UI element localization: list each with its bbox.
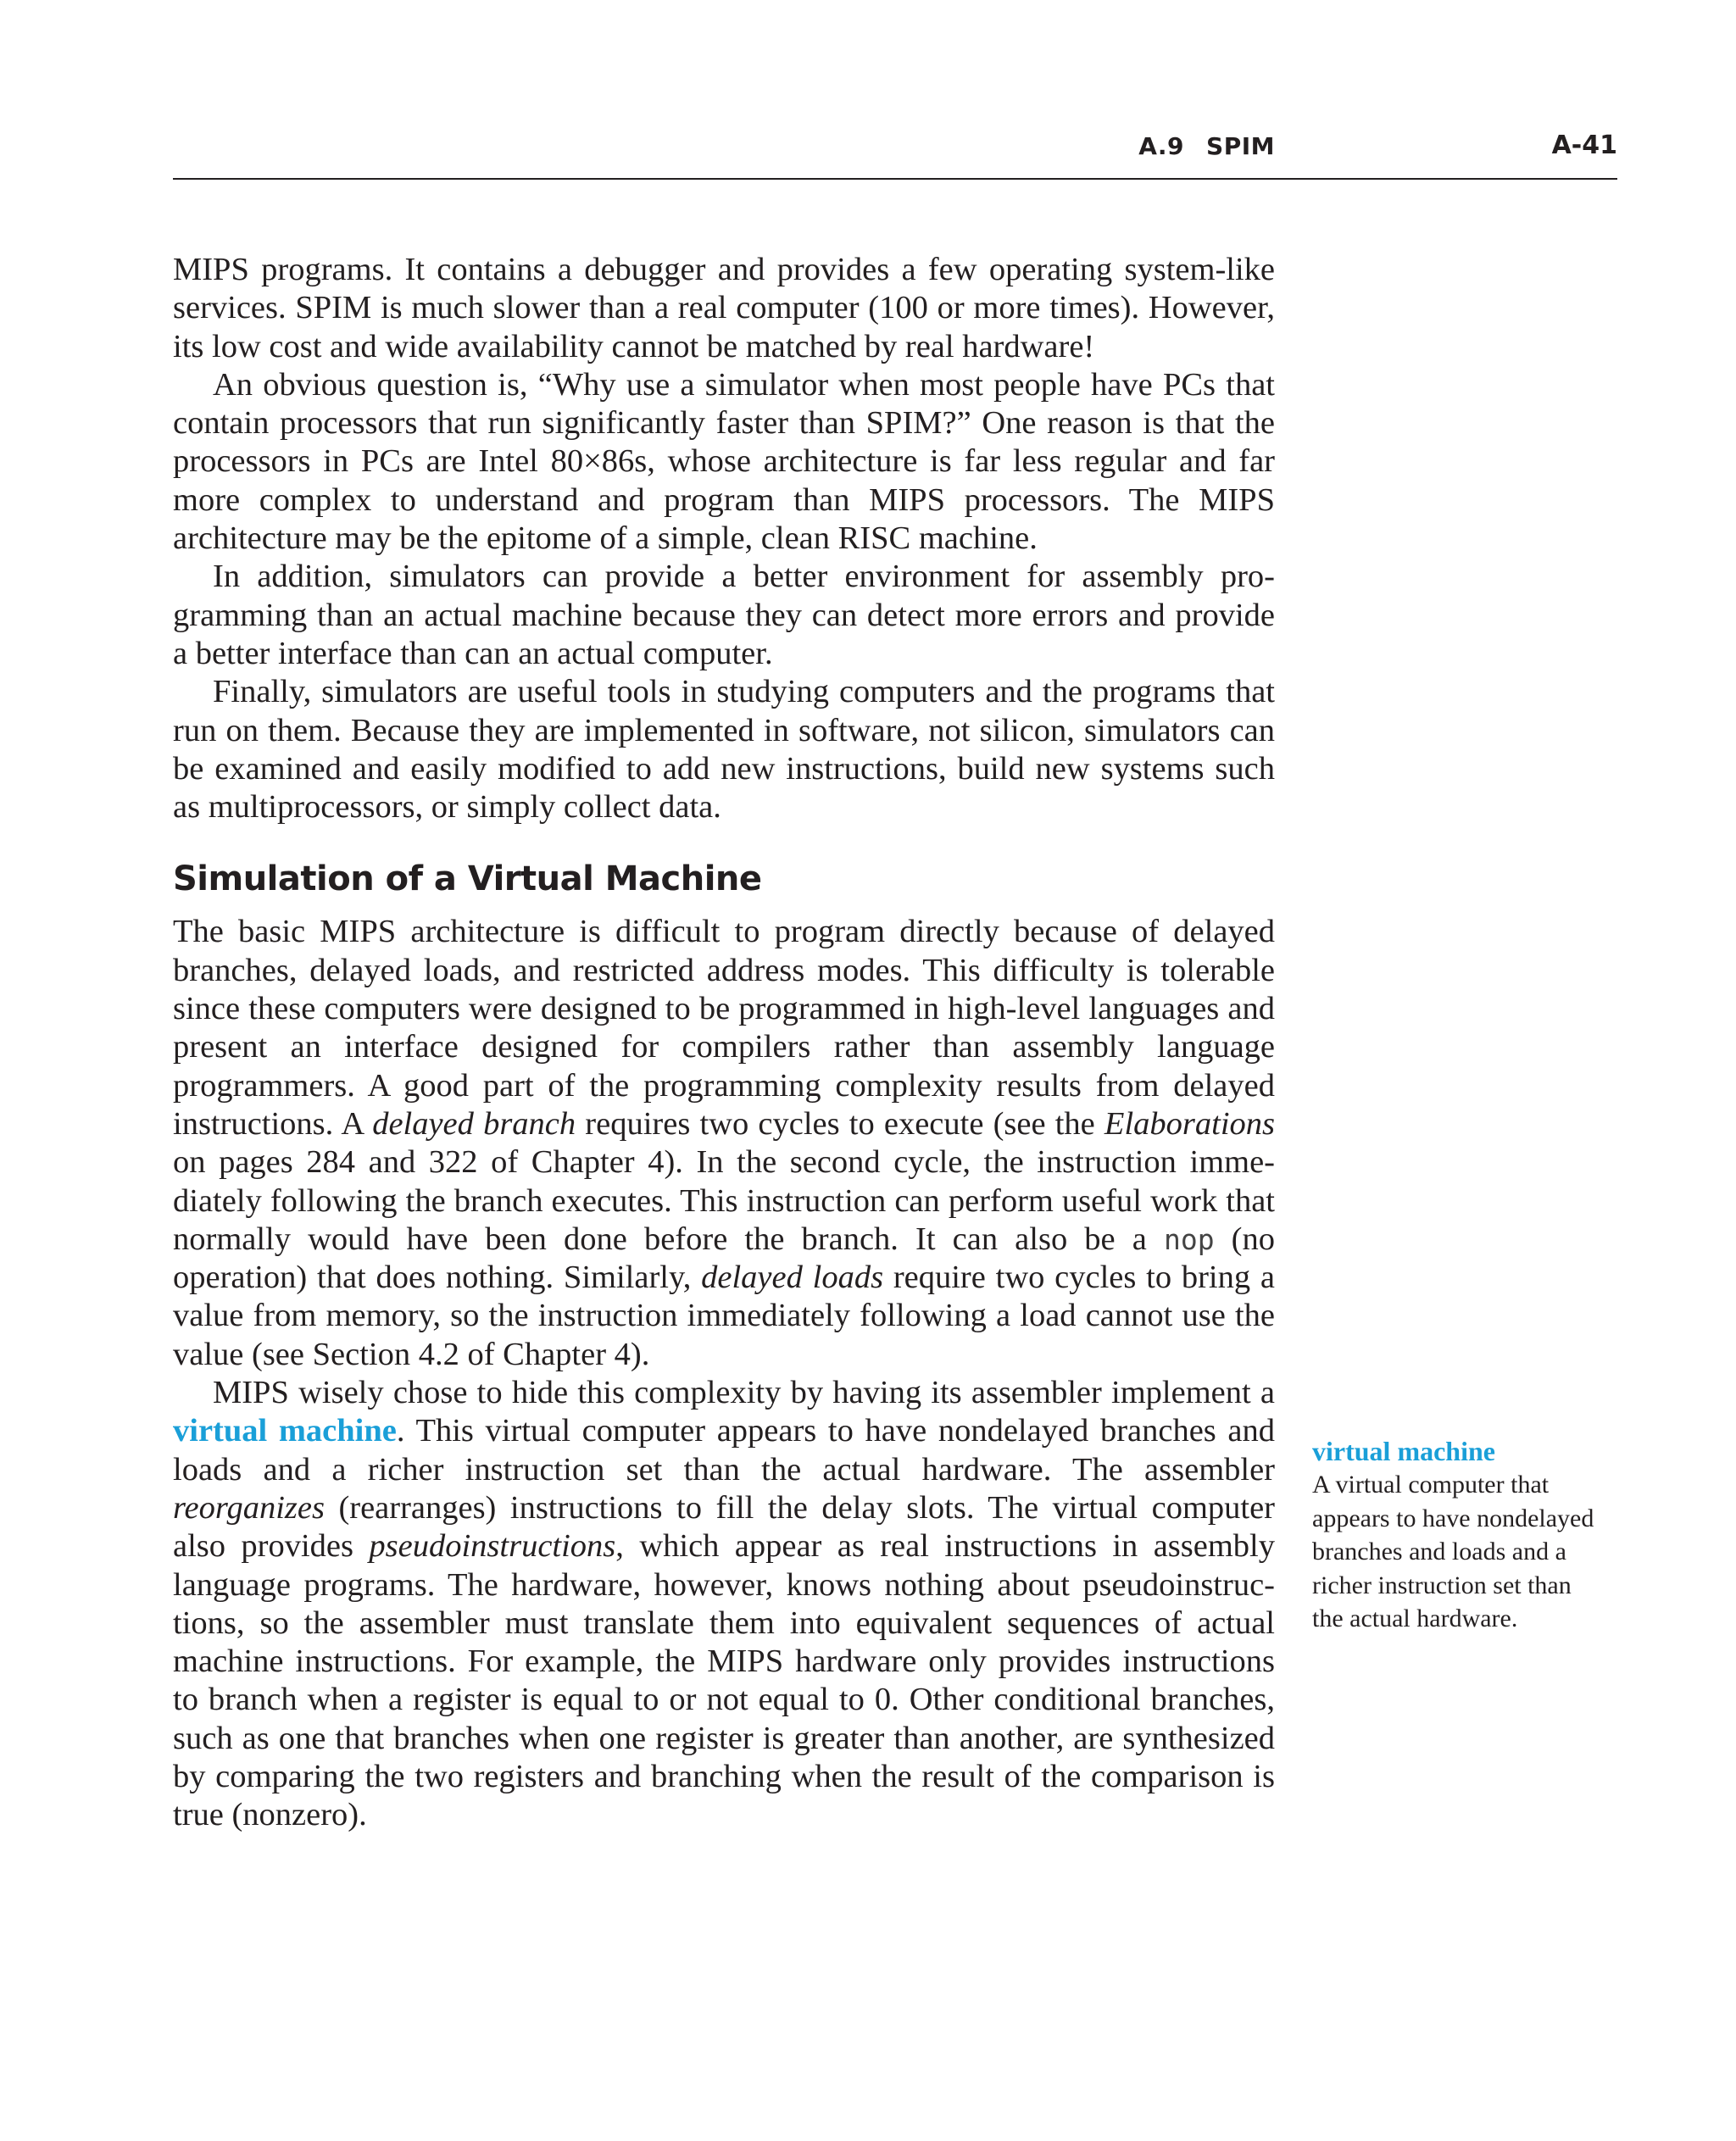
paragraph-5 (173, 913, 1275, 1374)
key-term-virtual-machine: virtual machine (173, 1413, 397, 1449)
section-number: A.9 (1138, 132, 1185, 160)
glossary-definition: A virtual computer that appears to have nondelayed branches and loads and a richer instruction set than the actual hardware. (1312, 1471, 1594, 1632)
italic-term-pseudoinstructions: pseudoinstructions (369, 1528, 616, 1565)
italic-term-elaborations: Elaborations (1104, 1105, 1275, 1142)
text-run: The basic MIPS architecture is difficult to program directly because of delayed branches, delayed loads, and restricted address modes. This difficulty is tolerable since these computers were designed to be programmed in high-level languages and present an interface designed for compilers rather than assembly language programmers. A good part of the programming complexity results from delayed instructions. A (173, 914, 1275, 1142)
text-run: (no operation) that does nothing. Similarly, (173, 1221, 1275, 1296)
code-nop: nop (1163, 1222, 1215, 1256)
main-text-column (173, 251, 1275, 1835)
paragraph-3: In addition, simulators can provide a better environment for assembly programming than an actual machine because they can detect more errors and provide a better interface than can an actual computer. (173, 559, 1275, 671)
page-header (173, 125, 1617, 180)
italic-term-reorganizes: reorganizes (173, 1489, 325, 1526)
paragraph-2: An obvious question is, “Why use a simulator when most people have PCs that contain processors that run significantly faster than SPIM?” One reason is that the processors in PCs are Intel 80×86s, whose architecture is far less regular and far more complex to understand and program than MIPS processors. The MIPS architecture may be the epitome of a simple, clean RISC machine. (173, 366, 1275, 557)
glossary-term: virtual machine (1312, 1436, 1495, 1466)
section-heading: Simulation of a Virtual Machine (173, 859, 762, 899)
running-head (1138, 132, 1275, 160)
section-title: SPIM (1206, 132, 1275, 160)
text-run: MIPS wisely chose to hide this complexity by having its assembler implement a (213, 1375, 1275, 1411)
text-run: on pages 284 and 322 of Chapter 4). In the second cycle, the instruction immediately following the branch executes. This instruction can perform useful work that normally would have been done before the branch. It can also be a (173, 1144, 1275, 1257)
text-run: . This virtual computer appears to have nondelayed branches and loads and a richer instruction set than the actual hardware. The assembler (173, 1413, 1275, 1488)
text-run: requires two cycles to execute (see the (576, 1105, 1104, 1142)
paragraph-1: MIPS programs. It contains a debugger and provides a few operating system-like services. SPIM is much slower than a real computer (100 or more times). However, its low cost and wide availability cannot be matched by real hardware! (173, 252, 1275, 364)
paragraph-6 (173, 1374, 1275, 1835)
margin-glossary (1312, 1434, 1600, 1636)
italic-term-delayed-branch: delayed branch (372, 1105, 576, 1142)
text-run: require two cycles to bring a value from memory, so the instruction immediately following a load cannot use the value (see Section 4.2 of Chapter 4). (173, 1260, 1275, 1372)
paragraph-4: Finally, simulators are useful tools in studying computers and the programs that run on them. Because they are implemented in software, not silicon, simulators can be examined and easily modified to add new instructions, build new systems such as multiprocessors, or simply collect data. (173, 674, 1275, 826)
text-run: (rearranges) instructions to fill the delay slots. The virtual computer also provides (173, 1489, 1275, 1565)
italic-term-delayed-loads: delayed loads (701, 1260, 884, 1296)
text-run: , which appear as real instructions in assembly language programs. The hardware, however, knows nothing about pseudoinstructions, so the assembler must translate them into equivalent sequences of actual machine instructions. For example, the MIPS hardware only provides instructions to branch when a register is equal to or not equal to 0. Other conditional branches, such as one that branches when one register is greater than another, are synthesized by comparing the two registers and branching when the result of the comparison is true (nonzero). (173, 1528, 1275, 1833)
page-number: A-41 (1551, 131, 1617, 160)
